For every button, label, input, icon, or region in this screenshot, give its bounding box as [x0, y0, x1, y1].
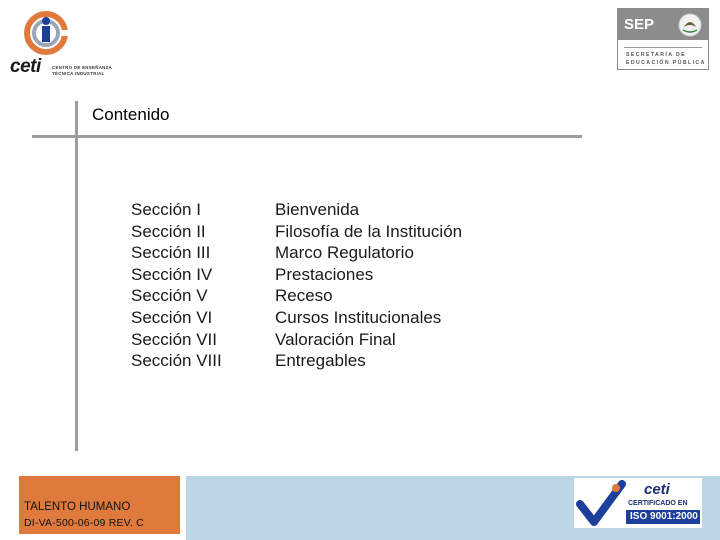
footer-document-code: DI-VA-500-06-09 REV. C — [24, 517, 144, 529]
ceti-wordmark: ceti — [10, 56, 41, 77]
horizontal-divider — [32, 135, 582, 138]
section-item: Sección III — [131, 243, 211, 263]
section-item: Sección IV — [131, 264, 213, 284]
vertical-divider — [75, 101, 78, 451]
topic-item: Cursos Institucionales — [275, 307, 442, 327]
topic-item: Valoración Final — [275, 329, 396, 349]
ceti-subtitle-line1: CENTRO DE ENSEÑANZA — [52, 65, 113, 70]
footer-department: TALENTO HUMANO — [24, 501, 131, 513]
topic-item: Prestaciones — [275, 264, 374, 284]
sep-logo — [617, 8, 709, 70]
topic-list — [275, 199, 462, 372]
ceti-subtitle-line2: TÉCNICA INDUSTRIAL — [52, 71, 105, 76]
section-item: Sección I — [131, 200, 201, 219]
sep-divider — [624, 47, 702, 48]
eagle-seal-icon — [676, 12, 704, 38]
section-item: Sección II — [131, 221, 206, 241]
sep-name-line2: EDUCACIÓN PÚBLICA — [626, 60, 706, 66]
ceti-logo — [8, 8, 113, 77]
section-item: Sección VIII — [131, 351, 222, 371]
iso-ceti-wordmark: ceti — [644, 481, 670, 498]
iso-standard-badge — [626, 510, 700, 524]
topic-item: Marco Regulatorio — [275, 243, 414, 263]
topic-item: Filosofía de la Institución — [275, 221, 463, 241]
checkmark-icon — [576, 480, 626, 526]
section-item: Sección VII — [131, 329, 217, 349]
topic-item: Receso — [275, 286, 333, 306]
footer-label-box — [19, 476, 180, 534]
sep-acronym: SEP — [624, 16, 655, 33]
section-item: Sección VI — [131, 307, 213, 327]
iso-certification-logo — [574, 478, 702, 528]
topic-item: Entregables — [275, 351, 366, 371]
sep-name-line1: SECRETARÍA DE — [626, 52, 686, 58]
ceti-emblem-icon — [22, 10, 70, 56]
iso-standard-text: ISO 9001:2000 — [630, 511, 698, 522]
topic-item: Bienvenida — [275, 200, 360, 219]
page-title: Contenido — [92, 105, 170, 124]
section-item: Sección V — [131, 286, 208, 306]
section-list — [131, 199, 222, 372]
iso-certified-label: CERTIFICADO EN — [628, 500, 688, 507]
